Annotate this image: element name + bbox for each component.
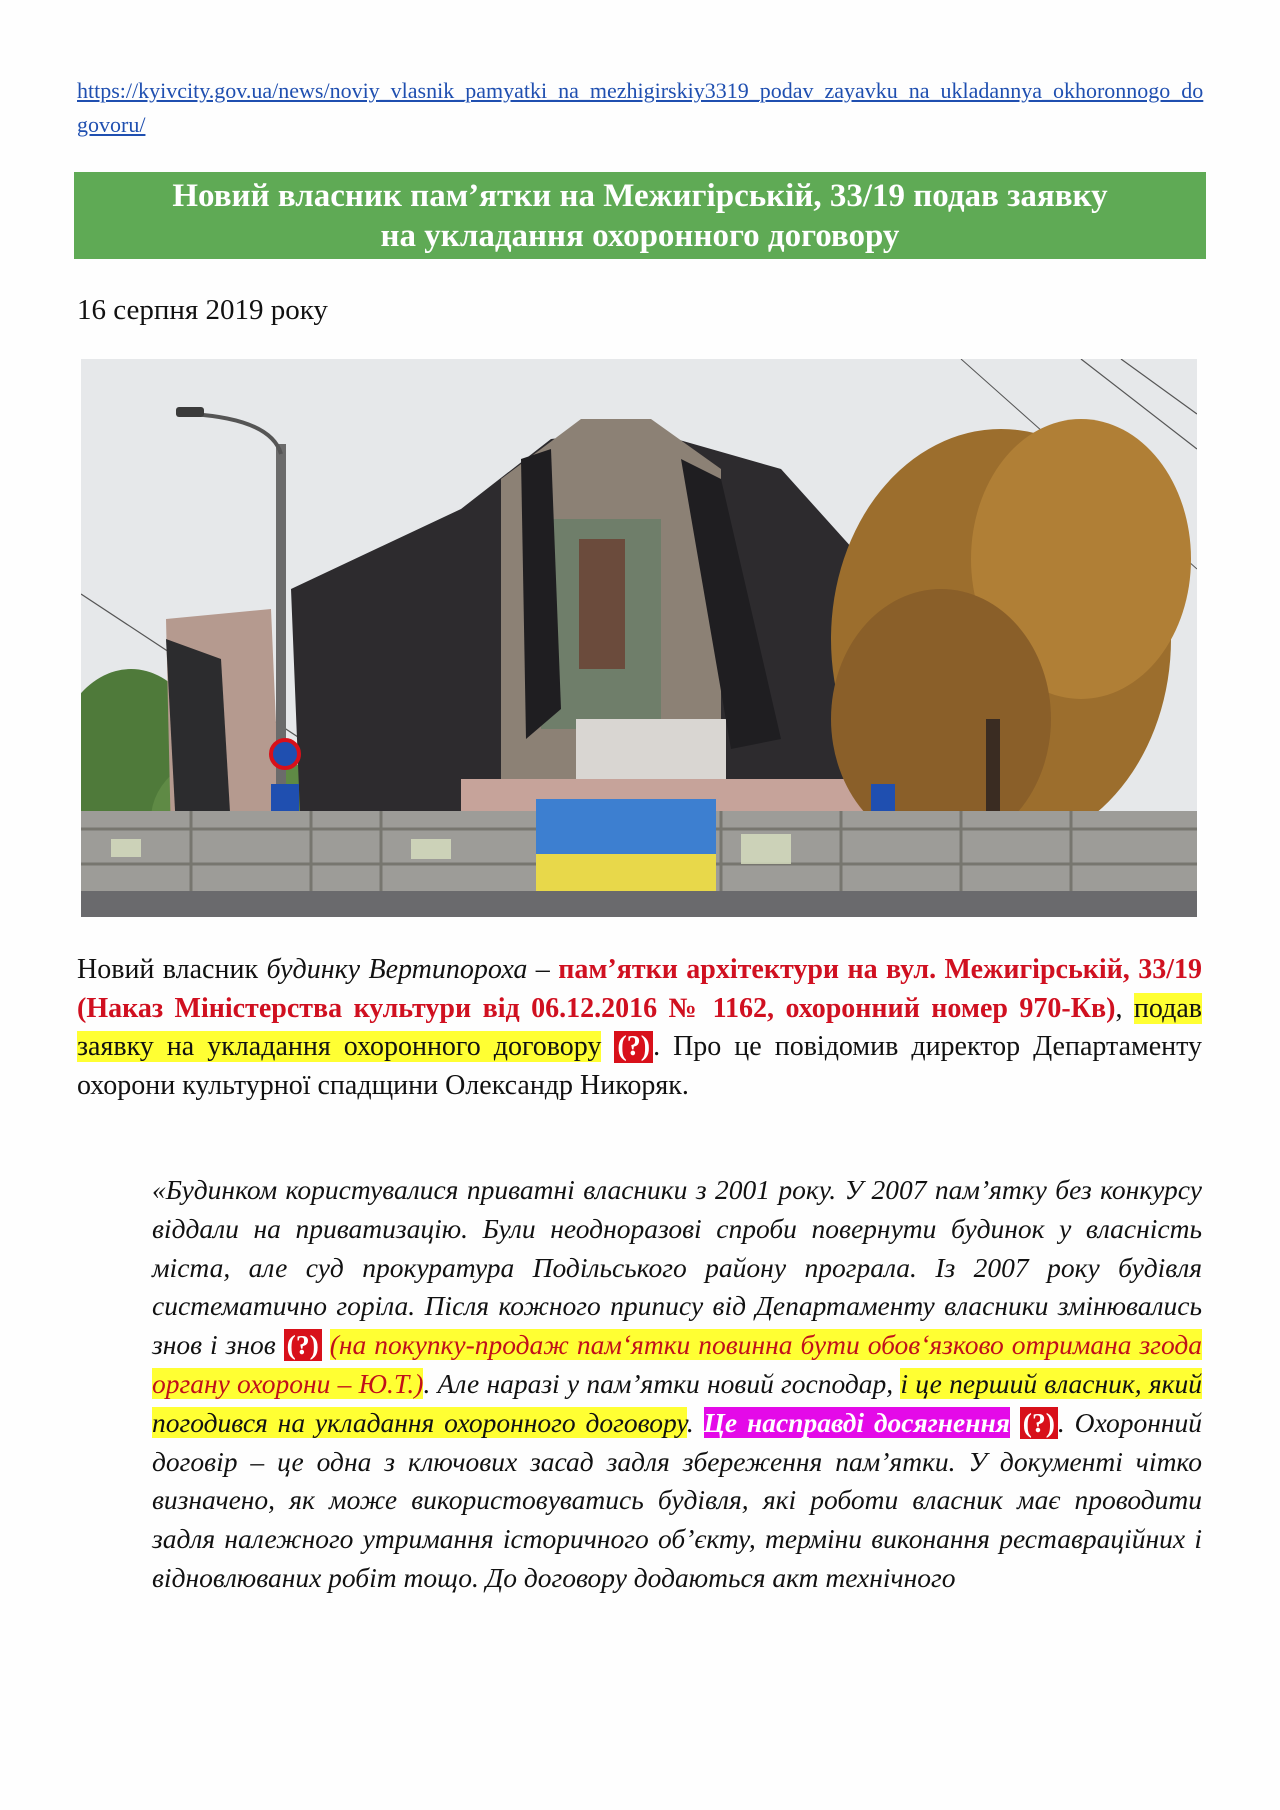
monument-reference: пам’ятки архітектури на вул. Межигірській, 33/19 (Наказ Міністерства культури від 06.12.2016 № 1162, охоронний номер 970-Кв): [77, 954, 1202, 1024]
quote-text-1: «Будинком користувалися приватні власники з 2001 року. У 2007 пам’ятку без конкурсу віддали на приватизацію. Були неодноразові спроби повернути будинок у власність міста, але суд прокуратура Подільського району програла. Із 2007 року будівля систематично горіла. Після кожного припису від Департаменту власники змінювались знов і знов: [152, 1174, 1202, 1361]
question-badge-icon: (?): [284, 1329, 322, 1361]
headline-line-2: на укладання охоронного договору: [380, 218, 900, 254]
question-badge-icon: (?): [614, 1031, 653, 1063]
editor-note: (на покупку-продаж пам‘ятки повинна бути обов‘язково отримана згода органу охорони – Ю.Т.): [152, 1329, 1203, 1399]
highlighted-application-text: подав заявку на укладання охоронного договору: [77, 992, 1202, 1062]
director-quote: [152, 1171, 1202, 1598]
quote-text-3: .: [686, 1406, 704, 1438]
quote-text-2: . Але наразі у пам’ятки новий господар,: [423, 1367, 901, 1399]
headline-line-1: Новий власник пам’ятки на Межигірській, 33/19 подав заявку: [172, 178, 1108, 214]
article-headline: [74, 172, 1206, 259]
source-url-link[interactable]: https://kyivcity.gov.ua/news/noviy_vlasnik_pamyatki_na_mezhigirskiy3319_podav_zayavku_na_ukladannya_okhoronnogo_dogovoru/: [77, 78, 1204, 137]
building-photo: [81, 359, 1197, 917]
comma: ,: [1115, 992, 1134, 1024]
article-date: 16 серпня 2019 року: [77, 294, 328, 326]
building-photo-illustration: [81, 359, 1197, 917]
intro-text-end: . Про це повідомив директор Департаменту охорони культурної спадщини Олександр Никоряк.: [77, 1031, 1203, 1101]
building-name: будинку Вертипороха: [266, 954, 528, 985]
dash: –: [527, 954, 559, 985]
highlighted-achievement-text: Це насправді досягнення: [703, 1406, 1010, 1438]
highlighted-first-owner-text: і це перший власник, який погодився на укладання охоронного договору: [152, 1367, 1202, 1438]
question-badge-icon: (?): [1020, 1407, 1058, 1439]
intro-text-start: Новий власник: [77, 954, 267, 985]
intro-paragraph: [77, 951, 1202, 1105]
quote-text-4: . Охоронний договір – це одна з ключових засад задля збереження пам’ятки. У документі чітко визначено, як може використовуватись будівля, які роботи власник має проводити задля належного утримання історичного об’єкту, терміни виконання реставраційних і відновлюваних робіт тощо. До договору додаються акт технічного: [152, 1406, 1203, 1593]
